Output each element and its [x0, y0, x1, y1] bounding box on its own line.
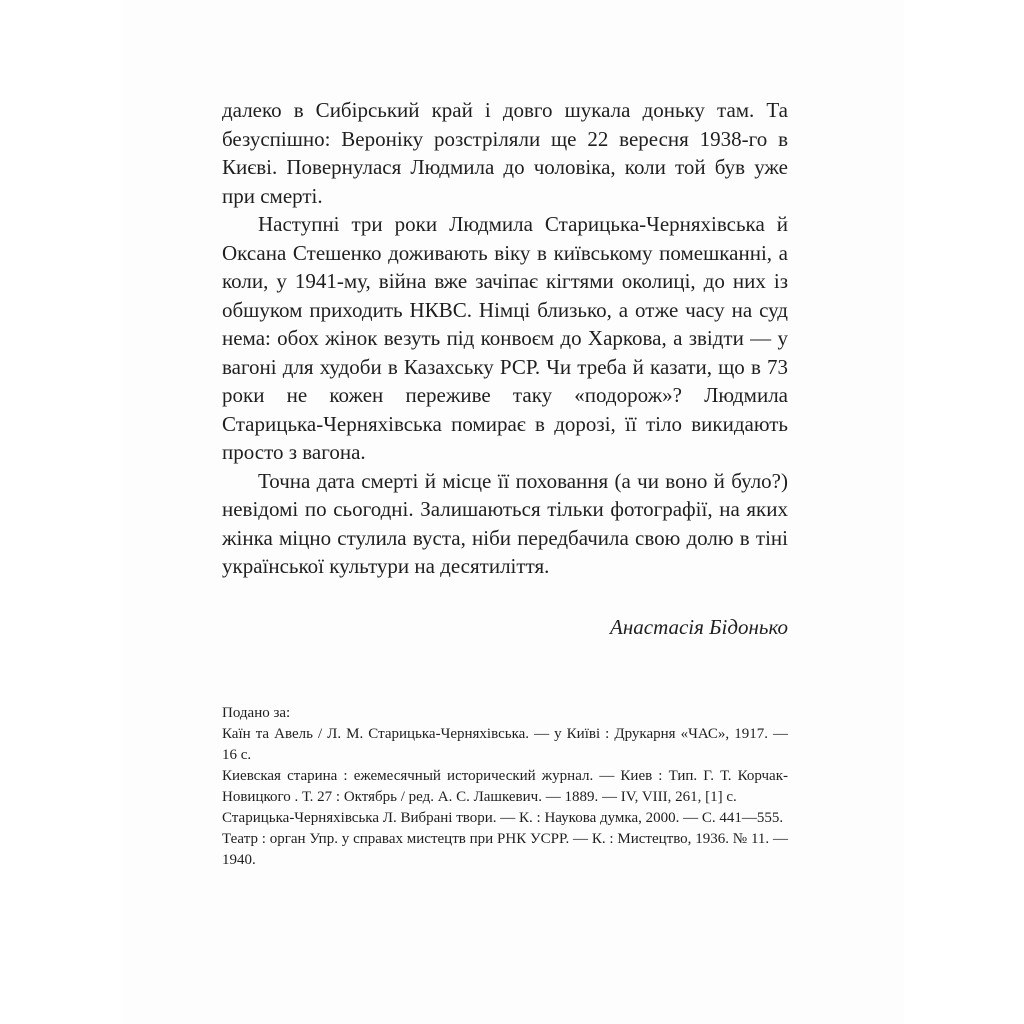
body-paragraph-3: Точна дата смерті й місце її поховання (а чи воно й було?) невідомі по сьогодні. Залишаються тільки фотографії, на яких жінка міцно стулила вуста, ніби передбачила свою долю в тіні української культури на десятиліття.: [222, 468, 788, 578]
body-paragraph-2: Наступні три роки Людмила Старицька-Черняхівська й Оксана Стешенко доживають віку в київському помешканні, а коли, у 1941-му, війна вже зачіпає кігтями околиці, до них із обшуком приходить НКВС. Німці близько, а отже часу на суд нема: обох жінок везуть під конвоєм до Харкова, а звідти — у вагоні для худоби в Казахську РСР. Чи треба й казати, що в 73 роки не кожен переживе таку «подорож»? Людмила Старицька-Черняхівська помирає в дорозі, її тіло викидають просто з вагона.: [222, 212, 788, 464]
sources-section: [222, 703, 788, 871]
body-paragraph-continuation: далеко в Сибірський край і довго шукала доньку там. Та безуспішно: Вероніку розстріляли ще 22 вересня 1938-го в Києві. Повернулася Людмила до чоловіка, коли той був уже при смерті.: [222, 98, 788, 208]
sources-heading: Подано за:: [222, 705, 291, 721]
article-body: [222, 96, 788, 581]
source-entry-1: Каїн та Авель / Л. М. Старицька-Черняхівська. — у Київі : Друкарня «ЧАС», 1917. — 16 с.: [222, 726, 788, 763]
source-entry-4: Театр : орган Упр. у справах мистецтв при РНК УСРР. — К. : Мистецтво, 1936. № 11. — 1940.: [222, 831, 788, 868]
author-signature: Анастасія Бідонько: [610, 615, 788, 639]
source-entry-3: Старицька-Черняхівська Л. Вибрані твори. — К. : Наукова думка, 2000. — С. 441—555.: [222, 810, 784, 826]
source-entry-2: Киевская старина : ежемесячный исторический журнал. — Киев : Тип. Г. Т. Корчак-Новицкого . Т. 27 : Октябрь / ред. А. С. Лашкевич. — 1889. — IV, VIII, 261, [1] с.: [222, 768, 788, 805]
